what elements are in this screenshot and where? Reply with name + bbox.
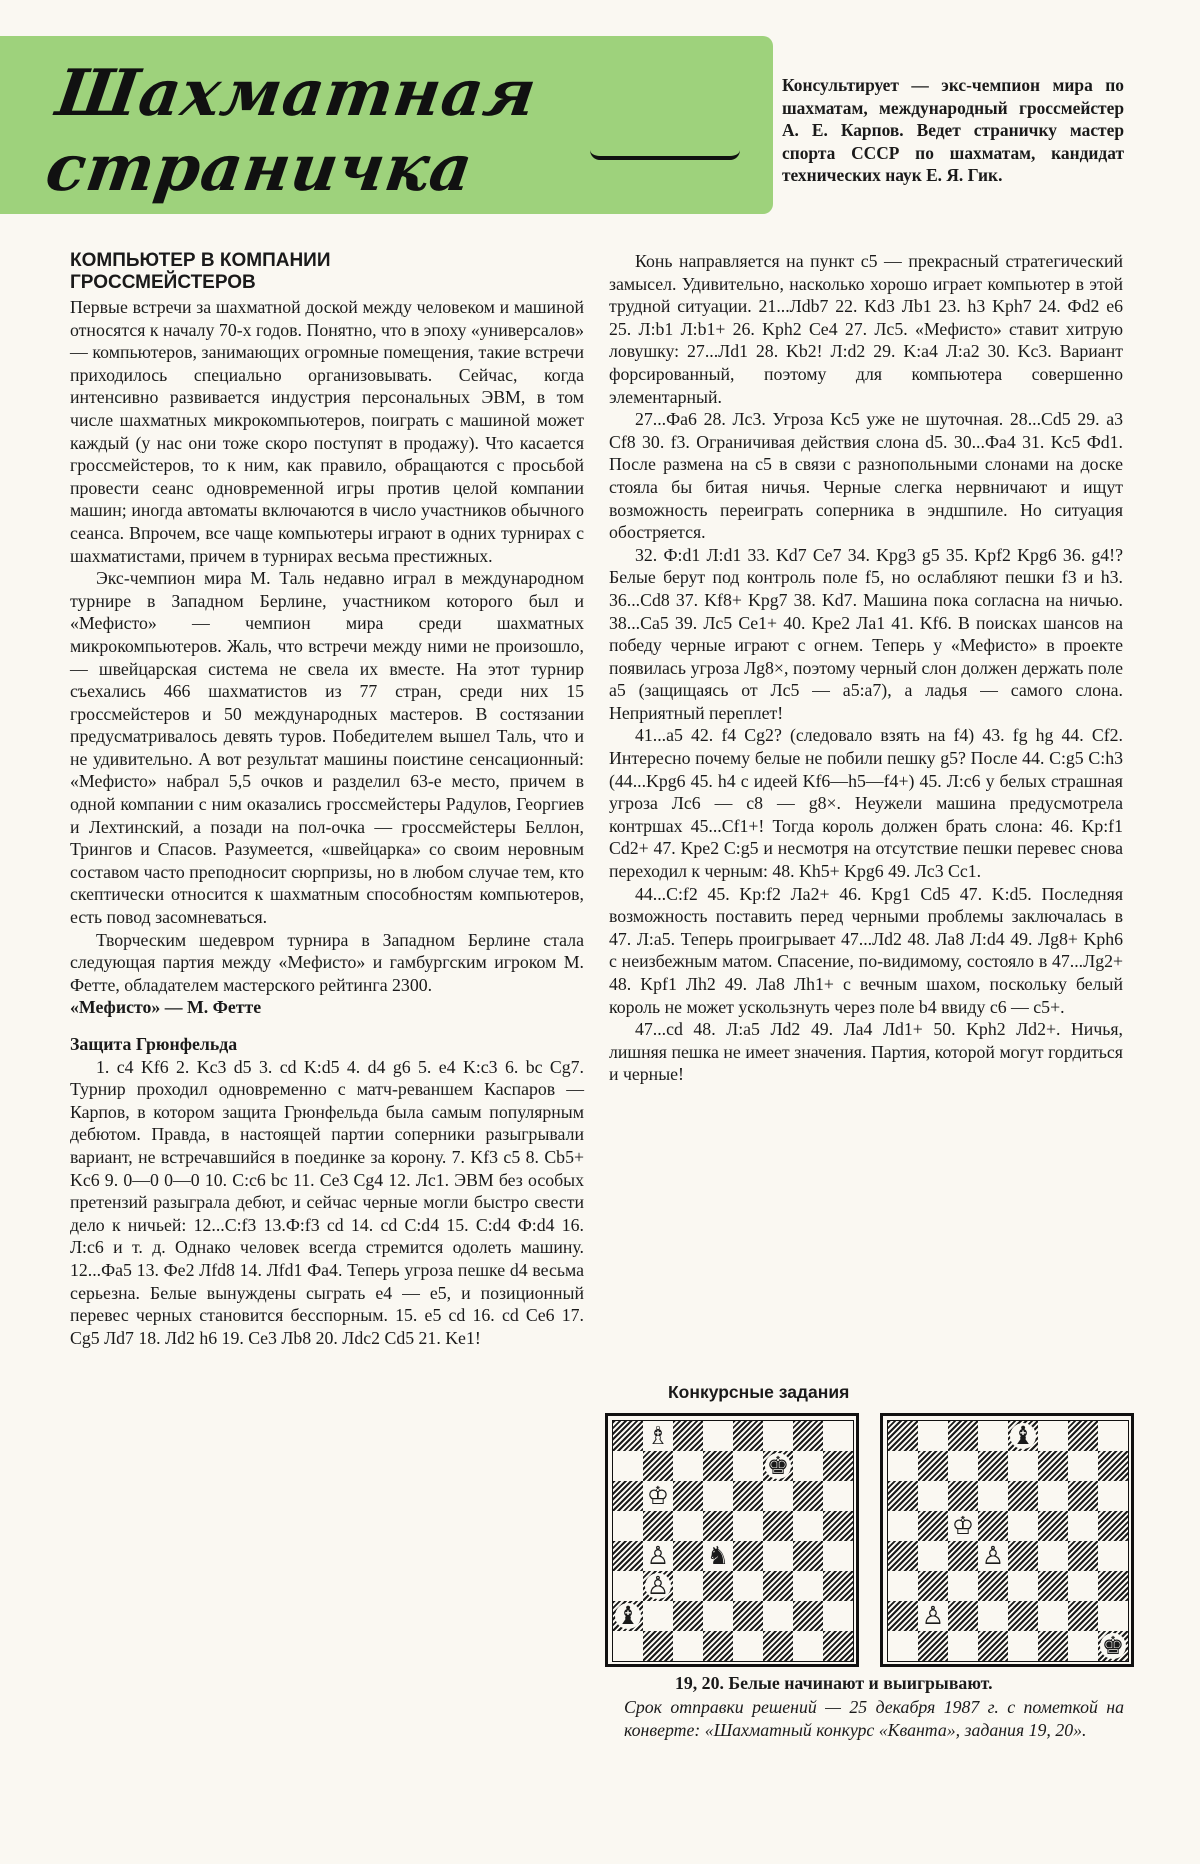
- board-square-d2: [703, 1601, 733, 1631]
- board-square-b4: [918, 1541, 948, 1571]
- article-heading: [70, 250, 584, 294]
- board-square-c1: [948, 1631, 978, 1661]
- board-square-e5: [1008, 1511, 1038, 1541]
- board-square-b5: [918, 1511, 948, 1541]
- board-square-b8: [643, 1421, 673, 1451]
- board-square-a1: [613, 1631, 643, 1661]
- board-square-f1: [1038, 1631, 1068, 1661]
- board-square-g6: [1068, 1481, 1098, 1511]
- board-square-f4: [763, 1541, 793, 1571]
- board-square-d8: [978, 1421, 1008, 1451]
- chess-piece-c5: ♔: [951, 1511, 975, 1540]
- board-square-f4: [1038, 1541, 1068, 1571]
- board-square-b7: [643, 1451, 673, 1481]
- board-square-c8: [948, 1421, 978, 1451]
- chessboard-grid: [887, 1420, 1129, 1662]
- opening-name: Защита Грюнфельда: [70, 1034, 238, 1054]
- board-square-e8: [733, 1421, 763, 1451]
- board-square-f8: [763, 1421, 793, 1451]
- board-square-a6: [613, 1481, 643, 1511]
- board-square-d7: [703, 1451, 733, 1481]
- board-square-e4: [1008, 1541, 1038, 1571]
- board-square-a3: [888, 1571, 918, 1601]
- board-square-f7: [1038, 1451, 1068, 1481]
- game-title: «Мефисто» — М. Фетте: [70, 997, 262, 1018]
- board-square-f2: [1038, 1601, 1068, 1631]
- chess-piece-e8: ♝: [1011, 1421, 1035, 1450]
- board-square-d1: [978, 1631, 1008, 1661]
- article-heading-line1: КОМПЬЮТЕР В КОМПАНИИ: [70, 250, 331, 271]
- contest-label: Конкурсные задания: [668, 1382, 850, 1402]
- board-square-c4: [948, 1541, 978, 1571]
- board-square-d5: [978, 1511, 1008, 1541]
- chess-piece-b2: ♙: [921, 1601, 945, 1630]
- board-square-c2: [948, 1601, 978, 1631]
- board-square-h6: [1098, 1481, 1128, 1511]
- chess-piece-h1: ♚: [1101, 1631, 1125, 1660]
- board-square-a3: [613, 1571, 643, 1601]
- board-square-f3: [763, 1571, 793, 1601]
- board-square-g6: [793, 1481, 823, 1511]
- board-square-g1: [1068, 1631, 1098, 1661]
- board-square-h5: [1098, 1511, 1128, 1541]
- board-square-d6: [978, 1481, 1008, 1511]
- board-square-b5: [643, 1511, 673, 1541]
- board-square-d1: [703, 1631, 733, 1661]
- board-square-g4: [1068, 1541, 1098, 1571]
- board-square-a7: [613, 1451, 643, 1481]
- board-square-c4: [673, 1541, 703, 1571]
- board-square-c7: [948, 1451, 978, 1481]
- deadline-note: Срок отправки решений — 25 декабря 1987 г. с пометкой на конверте: «Шахматный конкурс «Кванта», задания 19, 20».: [624, 1697, 1124, 1740]
- board-square-h6: [823, 1481, 853, 1511]
- board-square-c7: [673, 1451, 703, 1481]
- board-square-h4: [1098, 1541, 1128, 1571]
- board-square-e1: [733, 1631, 763, 1661]
- board-square-d4: [978, 1541, 1008, 1571]
- board-square-g4: [793, 1541, 823, 1571]
- board-square-a4: [613, 1541, 643, 1571]
- board-square-a8: [888, 1421, 918, 1451]
- board-square-b7: [918, 1451, 948, 1481]
- board-square-d7: [978, 1451, 1008, 1481]
- board-square-g3: [1068, 1571, 1098, 1601]
- board-square-e4: [733, 1541, 763, 1571]
- task-caption: 19, 20. Белые начинают и выигрывают.: [675, 1673, 993, 1693]
- board-square-a2: [888, 1601, 918, 1631]
- chess-piece-b6: ♔: [646, 1481, 670, 1510]
- board-square-g8: [793, 1421, 823, 1451]
- board-square-b6: [643, 1481, 673, 1511]
- board-square-h8: [823, 1421, 853, 1451]
- title-swash-decoration: [590, 150, 740, 160]
- board-square-b1: [918, 1631, 948, 1661]
- paragraph-tal: Экс-чемпион мира М. Таль недавно играл в международном турнире в Западном Берлине, участником которого был и «Мефисто» — чемпион мира среди шахматных микрокомпьютеров. Жаль, что встречи между ними не произошло,— швейцарская система не свела их вместе. На этот турнир съехались 466 шахматистов из 77 стран, среди них 15 гроссмейстеров и 50 международных мастеров. В состязании предусматривалось девять туров. Победителем вышел Таль, что и не удивительно. А вот результат машины поистине сенсационный: «Мефисто» набрал 5,5 очков и разделил 63-е место, причем в одной компании с ним оказались гроссмейстеры Радулов, Георгиев и Лехтинский, а позади на пол-очка — гроссмейстеры Беллон, Трингов и Спасов. Разумеется, «швейцарка» со своим неровным составом часто преподносит сюрпризы, но в любом случае тем, кто скептически относится к шахматным способностям компьютеров, есть повод засомневаться.: [70, 568, 584, 928]
- paragraph-intro: Первые встречи за шахматной доской между человеком и машиной относятся к началу 70-х годов. Понятно, что в эпоху «универсалов» — компьютеров, занимающих огромные помещения, такие встречи приходилось специально организовывать. Сейчас, когда интенсивно развивается индустрия персональных ЭВМ, в том числе шахматных микрокомпьютеров, поиграть с машиной может каждый (у нас они тоже скоро поступят в продажу). Что касается гроссмейстеров, то к ним, как правило, обращаются с просьбой провести сеанс одновременной игры против целой компании машин; иногда автоматы включаются в число участников обычного сеанса. Впрочем, все чаще компьютеры играют в одних турнирах с шахматистами, причем в турнирах весьма престижных.: [70, 297, 584, 566]
- board-square-b2: [643, 1601, 673, 1631]
- board-square-f2: [763, 1601, 793, 1631]
- board-square-f3: [1038, 1571, 1068, 1601]
- board-square-h8: [1098, 1421, 1128, 1451]
- column-left: [70, 250, 584, 1349]
- paragraph-moves-2: Конь направляется на пункт c5 — прекрасный стратегический замысел. Удивительно, насколько хорошо играет компьютер в этой трудной ситуации. 21...Лdb7 22. Kd3 Лb1 23. h3 Kph7 24. Фd2 e6 25. Л:b1 Л:b1+ 26. Kph2 Ce4 27. Лc5. «Мефисто» ставит хитрую ловушку: 27...Лd1 28. Kb2! Л:d2 29. K:a4 Л:a2 30. Kc3. Вариант форсированный, поэтому для компьютера совершенно элементарный.: [609, 251, 1123, 407]
- paragraph-moves-3: 27...Фa6 28. Лc3. Угроза Kc5 уже не шуточная. 28...Cd5 29. a3 Cf8 30. f3. Ограничивая действия слона d5. 30...Фa4 31. Kc5 Фd1. После размена на c5 в связи с разнопольными слонами на доске стояла бы битая ничья. Черные слегка нервничают и ищут возможность переиграть соперника в эндшпиле. Но ситуация обостряется.: [609, 409, 1123, 543]
- board-square-h7: [1098, 1451, 1128, 1481]
- board-square-g7: [793, 1451, 823, 1481]
- board-square-f7: [763, 1451, 793, 1481]
- column-right: [609, 250, 1123, 1086]
- paragraph-moves-7: 47...cd 48. Л:a5 Лd2 49. Лa4 Лd1+ 50. Kph2 Лd2+. Ничья, лишняя пешка не имеет значения. Партия, которой могут гордиться и черные!: [609, 1019, 1123, 1085]
- board-square-c6: [948, 1481, 978, 1511]
- board-square-a1: [888, 1631, 918, 1661]
- board-square-h2: [1098, 1601, 1128, 1631]
- board-square-h7: [823, 1451, 853, 1481]
- board-square-d6: [703, 1481, 733, 1511]
- board-square-g3: [793, 1571, 823, 1601]
- board-square-a4: [888, 1541, 918, 1571]
- board-square-e1: [1008, 1631, 1038, 1661]
- chessboard-grid: [612, 1420, 854, 1662]
- consultant-note: Консультирует — экс-чемпион мира по шахматам, международный гроссмейстер А. Е. Карпов. Ведет страничку мастер спорта СССР по шахматам, кандидат технических наук Е. Я. Гик.: [782, 75, 1124, 185]
- board-square-h3: [823, 1571, 853, 1601]
- board-square-d2: [978, 1601, 1008, 1631]
- board-square-f6: [763, 1481, 793, 1511]
- board-square-e3: [733, 1571, 763, 1601]
- board-square-g2: [1068, 1601, 1098, 1631]
- board-square-a6: [888, 1481, 918, 1511]
- board-square-c5: [948, 1511, 978, 1541]
- board-square-c2: [673, 1601, 703, 1631]
- board-square-c3: [673, 1571, 703, 1601]
- board-square-e8: [1008, 1421, 1038, 1451]
- board-square-f1: [763, 1631, 793, 1661]
- board-square-h5: [823, 1511, 853, 1541]
- board-square-b6: [918, 1481, 948, 1511]
- board-square-f5: [763, 1511, 793, 1541]
- board-square-g8: [1068, 1421, 1098, 1451]
- board-square-d8: [703, 1421, 733, 1451]
- board-square-c6: [673, 1481, 703, 1511]
- board-square-d3: [703, 1571, 733, 1601]
- board-square-f8: [1038, 1421, 1068, 1451]
- chess-piece-d4: ♙: [981, 1541, 1005, 1570]
- chess-piece-a2: ♝: [616, 1601, 640, 1630]
- board-square-g5: [1068, 1511, 1098, 1541]
- board-square-e6: [733, 1481, 763, 1511]
- board-square-b3: [643, 1571, 673, 1601]
- board-square-a8: [613, 1421, 643, 1451]
- board-square-g7: [1068, 1451, 1098, 1481]
- board-square-g2: [793, 1601, 823, 1631]
- board-square-g5: [793, 1511, 823, 1541]
- board-square-h2: [823, 1601, 853, 1631]
- article-heading-line2: ГРОССМЕЙСТЕРОВ: [70, 272, 256, 293]
- board-square-b1: [643, 1631, 673, 1661]
- board-square-a5: [613, 1511, 643, 1541]
- board-square-b3: [918, 1571, 948, 1601]
- board-square-h3: [1098, 1571, 1128, 1601]
- paragraph-moves-1: 1. c4 Kf6 2. Kc3 d5 3. cd K:d5 4. d4 g6 5. e4 K:c3 6. bc Cg7. Турнир проходил одновременно с матч-реваншем Каспаров — Карпов, в котором защита Грюнфельда была самым популярным дебютом. Правда, в настоящей партии соперники разыгрывали вариант, не встречавшийся в поединке за корону. 7. Kf3 c5 8. Cb5+ Kc6 9. 0—0 0—0 10. C:c6 bc 11. Ce3 Cg4 12. Лc1. ЭВМ без особых претензий разыграла дебют, и сейчас черные могли быстро свести дело к ничьей: 12...C:f3 13.Ф:f3 cd 14. cd C:d4 15. C:d4 Ф:d4 16. Л:c6 и т. д. Однако человек всегда стремится одолеть машину. 12...Фa5 13. Фe2 Лfd8 14. Лfd1 Фa4. Теперь угроза пешке d4 весьма серьезна. Белые вынуждены сыграть e4 — e5, и позиционный перевес черных становится бесспорным. 15. e5 cd 16. cd Ce6 17. Cg5 Лd7 18. Лd2 h6 19. Ce3 Лb8 20. Лdc2 Cd5 21. Ke1!: [70, 1056, 584, 1348]
- board-square-c5: [673, 1511, 703, 1541]
- paragraph-game-intro: Творческим шедевром турнира в Западном Берлине стала следующая партия между «Мефисто» и гамбургским игроком М. Фетте, обладателем мастерского рейтинга 2300.: [70, 929, 584, 995]
- board-square-b2: [918, 1601, 948, 1631]
- page-title: Шахматная страничка: [41, 56, 542, 206]
- board-square-b8: [918, 1421, 948, 1451]
- board-square-f5: [1038, 1511, 1068, 1541]
- board-square-e6: [1008, 1481, 1038, 1511]
- board-square-a2: [613, 1601, 643, 1631]
- board-square-c8: [673, 1421, 703, 1451]
- board-square-d5: [703, 1511, 733, 1541]
- chess-piece-f7: ♚: [766, 1451, 790, 1480]
- board-square-h4: [823, 1541, 853, 1571]
- board-square-d3: [978, 1571, 1008, 1601]
- board-square-e5: [733, 1511, 763, 1541]
- paragraph-moves-4: 32. Ф:d1 Л:d1 33. Kd7 Ce7 34. Kpg3 g5 35. Kpf2 Kpg6 36. g4!? Белые берут под контроль поле f5, но ослабляют пешки f3 и h3. 36...Cd8 37. Kf8+ Kpg7 38. Kd7. Машина пока согласна на ничью. 38...Ca5 39. Лc5 Ce1+ 40. Kpe2 Лa1 41. Kf6. В поисках шансов на победу черные играют с огнем. Теперь у «Мефисто» в проекте появилась угроза Лg8×, поэтому черный слон должен держать поле a5 (защищаясь от Лc5 — a5:a7), а ладья — самого слона. Неприятный переплет!: [609, 544, 1123, 723]
- board-square-e2: [1008, 1601, 1038, 1631]
- board-square-c1: [673, 1631, 703, 1661]
- chess-diagram-19: [605, 1413, 859, 1667]
- chess-piece-b3: ♙: [646, 1571, 670, 1600]
- board-square-b4: [643, 1541, 673, 1571]
- paragraph-moves-5: 41...a5 42. f4 Cg2? (следовало взять на f4) 43. fg hg 44. Cf2. Интересно почему белые не побили пешку g5? После 44. C:g5 C:h3 (44...Kpg6 45. h4 с идеей Kf6—h5—f4+) 45. Л:c6 у белых страшная угроза Лc6 — c8 — g8×. Неужели машина предусмотрела контршах 45...Cf1+! Тогда король должен брать слона: 46. Kp:f1 Cd2+ 47. Kpe2 C:g5 и несмотря на отсутствие пешки перевес снова переходил к черным: 48. Kh5+ Kpg6 49. Лc3 Cc1.: [609, 725, 1123, 882]
- board-square-f6: [1038, 1481, 1068, 1511]
- board-square-c3: [948, 1571, 978, 1601]
- board-square-a5: [888, 1511, 918, 1541]
- board-square-h1: [1098, 1631, 1128, 1661]
- board-square-e2: [733, 1601, 763, 1631]
- board-square-a7: [888, 1451, 918, 1481]
- chess-piece-b4: ♙: [646, 1541, 670, 1570]
- board-square-g1: [793, 1631, 823, 1661]
- board-square-h1: [823, 1631, 853, 1661]
- board-square-e3: [1008, 1571, 1038, 1601]
- board-square-e7: [1008, 1451, 1038, 1481]
- paragraph-moves-6: 44...C:f2 45. Kp:f2 Лa2+ 46. Kpg1 Cd5 47. K:d5. Последняя возможность поставить перед черными проблемы заключалась в 47. Л:a5. Теперь проигрывает 47...Лd2 48. Лa8 Л:d4 49. Лg8+ Kph6 с неизбежным матом. Спасение, по-видимому, состояло в 47...Лg2+ 48. Kpf1 Лh2 49. Лa8 Лh1+ с вечным шахом, поскольку белый король не может ускользнуть через поле b4 ввиду c6 — c5+.: [609, 883, 1123, 1017]
- board-square-e7: [733, 1451, 763, 1481]
- chess-piece-d4: ♞: [706, 1541, 730, 1570]
- chess-diagram-20: [880, 1413, 1134, 1667]
- chess-piece-b8: ♗: [646, 1421, 670, 1450]
- board-square-d4: [703, 1541, 733, 1571]
